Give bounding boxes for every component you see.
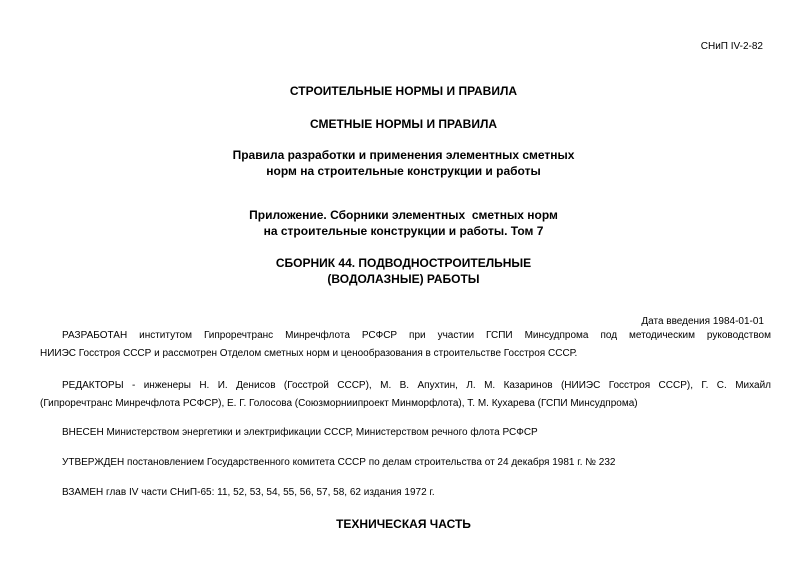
developed-line-1 bbox=[40, 327, 771, 345]
editors-line-2: (Гипроречтранс Минречфлота РСФСР), Е. Г. Голосова (Союзморниипроект Минморфлота), Т. М. Кухарева (ГСПИ Минсудпрома) bbox=[40, 398, 638, 409]
title-appendix-line-2: на строительные конструкции и работы. Том 7 bbox=[263, 224, 544, 238]
title-collection bbox=[0, 255, 807, 287]
title-appendix-line-1: Приложение. Сборники элементных сметных норм bbox=[249, 208, 558, 222]
developed-text-1: РАЗРАБОТАН институтом Гипроречтранс Минречфлота РСФСР при участии ГСПИ Минсудпрома под методическим руководством bbox=[62, 330, 771, 341]
approved-text: УТВЕРЖДЕН постановлением Государственного комитета СССР по делам строительства от 24 декабря 1981 г. № 232 bbox=[62, 457, 616, 468]
title-collection-line-1: СБОРНИК 44. ПОДВОДНОСТРОИТЕЛЬНЫЕ bbox=[275, 256, 532, 270]
title-appendix bbox=[0, 207, 807, 239]
replaces-paragraph bbox=[40, 484, 771, 502]
editors-paragraph bbox=[40, 377, 771, 413]
title-rules-line-1: Правила разработки и применения элементных сметных bbox=[232, 148, 575, 162]
document-code: СНиП IV-2-82 bbox=[700, 41, 763, 52]
developed-paragraph bbox=[40, 327, 771, 363]
section-heading: ТЕХНИЧЕСКАЯ ЧАСТЬ bbox=[336, 517, 471, 531]
editors-line-1 bbox=[40, 377, 771, 395]
effective-date: Дата введения 1984-01-01 bbox=[641, 316, 764, 327]
title-rules bbox=[0, 147, 807, 179]
title-rules-line-2: норм на строительные конструкции и работы bbox=[266, 164, 541, 178]
editors-text-1: РЕДАКТОРЫ - инженеры Н. И. Денисов (Госстрой СССР), М. В. Апухтин, Л. М. Казаринов (НИИЭС Госстроя СССР), Г. С. Михайл bbox=[62, 380, 771, 391]
replaces-text: ВЗАМЕН глав IV части СНиП-65: 11, 52, 53, 54, 55, 56, 57, 58, 62 издания 1972 г. bbox=[62, 487, 435, 498]
introduced-paragraph bbox=[40, 424, 771, 442]
approved-paragraph bbox=[40, 454, 771, 472]
introduced-text: ВНЕСЕН Министерством энергетики и электрификации СССР, Министерством речного флота РСФСР bbox=[62, 427, 538, 438]
introduced-line bbox=[40, 424, 771, 442]
developed-line-2: НИИЭС Госстроя СССР и рассмотрен Отделом сметных норм и ценообразования в строительстве Госстроя СССР. bbox=[40, 348, 578, 359]
approved-line bbox=[40, 454, 771, 472]
title-building-codes: СТРОИТЕЛЬНЫЕ НОРМЫ И ПРАВИЛА bbox=[289, 84, 518, 98]
replaces-line bbox=[40, 484, 771, 502]
title-collection-line-2: (ВОДОЛАЗНЫЕ) РАБОТЫ bbox=[327, 272, 480, 286]
title-estimate-codes: СМЕТНЫЕ НОРМЫ И ПРАВИЛА bbox=[309, 117, 498, 131]
